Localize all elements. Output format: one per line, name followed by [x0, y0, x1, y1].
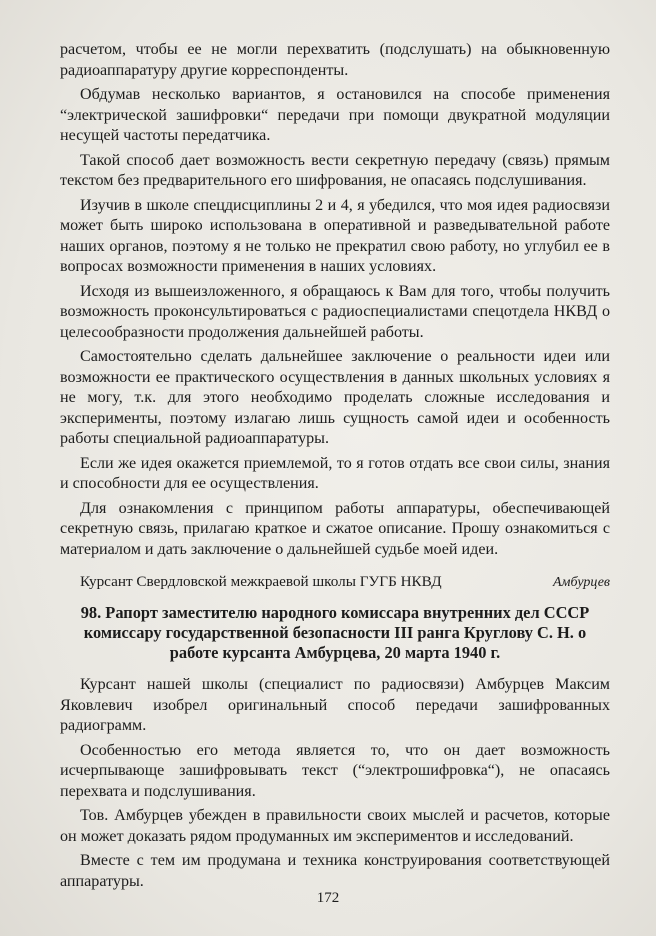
report-text-top	[60, 40, 610, 560]
paragraph: Такой способ дает возможность вести секретную передачу (связь) прямым текстом без предварительного его шифрования, не опасаясь подслушивания.	[60, 151, 610, 189]
paragraph: Самостоятельно сделать дальнейшее заключение о реальности идеи или возможности ее практического осуществления в данных школьных условиях я не могу, т.к. для этого необходимо проделать сложные исследования и эксперименты, поэтому излагаю лишь сущность самой идеи и особенность работы специальной радиоаппаратуры.	[60, 348, 610, 447]
report-text-bottom	[60, 675, 610, 892]
paragraph: Курсант нашей школы (специалист по радиосвязи) Амбурцев Максим Яковлевич изобрел оригинальный способ передачи зашифрованных радиограмм.	[60, 676, 610, 734]
paragraph: Обдумав несколько вариантов, я остановился на способе применения “электрической зашифровки“ передачи при помощи двукратной модуляции несущей частоты передатчика.	[60, 86, 610, 144]
paragraph: Если же идея окажется приемлемой, то я готов отдать все свои силы, знания и способности для ее осуществления.	[60, 454, 610, 492]
page-number: 172	[316, 890, 340, 906]
signature-position: Курсант Свердловской межкраевой школы ГУГБ НКВД	[80, 573, 442, 590]
paragraph: Особенностью его метода является то, что он дает возможность исчерпывающе зашифровывать текст (“электрошифровка“), не опасаясь перехвата и подслушивания.	[60, 741, 610, 800]
signature-name: Амбурцев	[552, 575, 610, 590]
paragraph: Исходя из вышеизложенного, я обращаюсь к Вам для того, чтобы получить возможность проконсультироваться с радиоспециалистами спецотдела НКВД о целесообразности продолжения дальнейшей работы.	[60, 282, 610, 341]
paragraph: Вместе с тем им продумана и техника конструирования соответствующей аппаратуры.	[60, 852, 610, 890]
document-heading: 98. Рапорт заместителю народного комиссара внутренних дел СССР комиссару государственной безопасности III ранга Круглову С. Н. о работе курсанта Амбурцева, 20 марта 1940 г.	[80, 603, 590, 662]
paragraph: Изучив в школе спецдисциплины 2 и 4, я убедился, что моя идея радиосвязи может быть широко использована в оперативной и разведывательной работе наших органов, поэтому я не только не прекратил свою работу, но углубил ее в вопросах возможности применения в наших условиях.	[60, 196, 610, 275]
paragraph: расчетом, чтобы ее не могли перехватить (подслушать) на обыкновенную радиоаппаратуру другие корреспонденты.	[60, 41, 610, 79]
signature-line	[60, 572, 610, 593]
paragraph: Для ознакомления с принципом работы аппаратуры, обеспечивающей секретную связь, прилагаю краткое и сжатое описание. Прошу ознакомиться с материалом и дать заключение о дальнейшей судьбе моей идеи.	[60, 499, 610, 558]
paragraph: Тов. Амбурцев убежден в правильности своих мыслей и расчетов, которые он может доказать рядом продуманных им экспериментов и исследований.	[60, 807, 610, 845]
